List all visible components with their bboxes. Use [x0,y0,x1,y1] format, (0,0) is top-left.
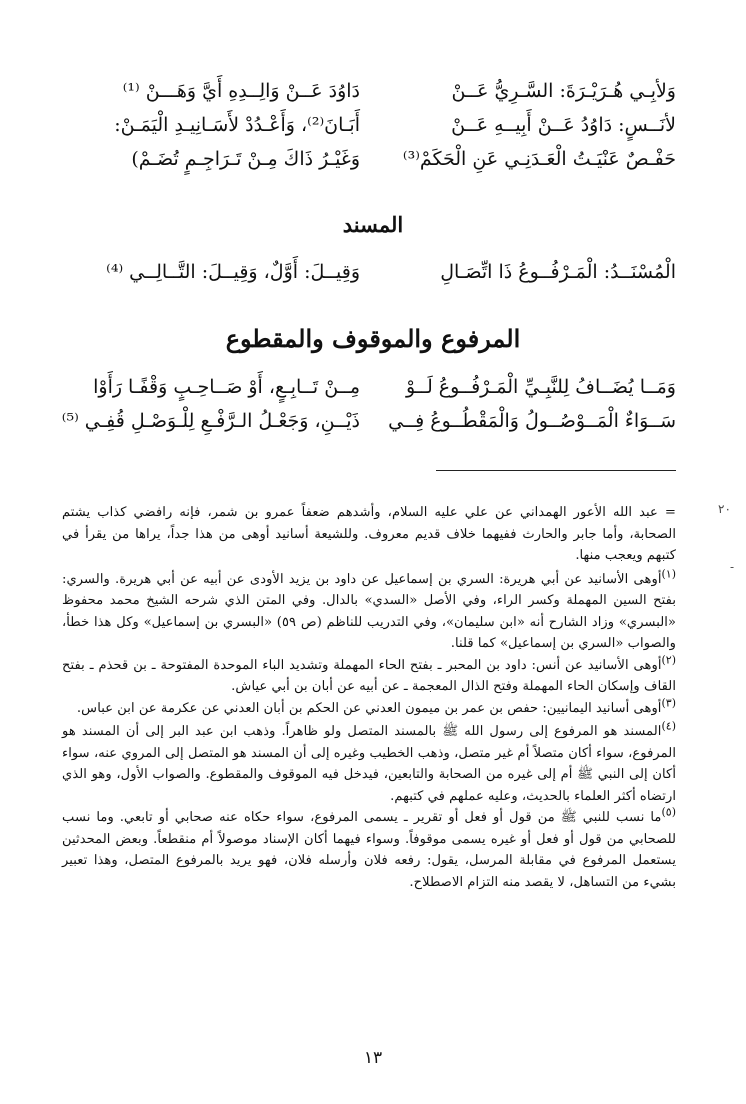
verse-line [70,142,676,176]
verse-line [70,370,676,404]
poem-top [70,74,676,176]
section-heading-musnad: المسند [342,212,404,237]
verse-second-hemistich: مِــنْ تَــابِـعٍ، أَوْ صَــاحِـبٍ وَقْفًـا رَأَوْا [93,376,360,398]
poem-marfu [61,370,676,438]
verse-first-hemistich: لأنَــسٍ: دَاوُدُ عَــنْ أَبِيــهِ عَــنْ [451,114,676,136]
poem-musnad [70,255,676,289]
verse-first-hemistich: وَمَــا يُضَــافُ لِلنَّبِـيِّ الْمَـرْفُــوعُ لَــوْ [406,376,676,398]
section-heading-marfu: المرفوع والموقوف والمقطوع [225,324,521,353]
footnote-text: أوهى الأسانيد عن أبي هريرة: السري بن إسماعيل عن داود بن يزيد الأودى عن أبيه عن أبي هريرة. والسري: بفتح السين المهملة وكسر الراء، وفي الأصل «السدي» بالدال. وفي المتن الذي شرحه الشيخ محمد محفوظ «البسري» وزاد الشارح أنه «ابن سليمان»، وفي التدريب للناظم (ص ٥٩) «البسري بن إسماعيل» وكل هذا خطأ، والصواب «السري بن إسماعيل» كما قلنا. [62,571,676,651]
verse-first-hemistich: حَفْـصٌ عَنْيَـتُ الْعَـدَنِـي عَنِ الْحَكَمْ⁽³⁾ [402,148,676,170]
margin-mark: ٢٠ [718,502,731,516]
verse-second-hemistich: ذَيْــنِ، وَجَعْـلُ الـرَّفْـعِ لِلْـوَصْـلِ قُفِـي ⁽⁵⁾ [61,410,360,432]
verse-line [70,255,676,289]
verse-first-hemistich: الْمُسْنَــدُ: الْمَـرْفُــوعُ ذَا اتِّصَـالِ [440,261,676,283]
verse-line [70,74,676,108]
verse-first-hemistich: سَــوَاءٌ الْمَــوْصُــولُ وَالْمَقْطُــوعُ فِــي [388,410,676,432]
footnote [62,655,676,698]
footnote-number: (٢) [661,653,676,667]
footnote [62,721,676,807]
footnotes [62,502,676,893]
footnote-text: عبد الله الأعور الهمداني عن علي عليه السلام، وأشدهم ضعفاً عمرو بن شمر، فإنه رافضي كذاب يشتم الصحابة، وأما جابر والحارث ففيهما خلاف قديم معروف. وللشيعة أسانيد أوهى من هذا جداً، يراها من يقرأ في كتبهم ويعجب منها. [62,505,676,563]
verse-line [61,404,676,438]
footnote-marker: = [664,505,676,520]
verse-line [70,108,676,142]
footnote [62,698,676,720]
footnote [62,807,676,893]
verse-second-hemistich: دَاوُدَ عَــنْ وَالِــدِهِ أَيَّ وَهَـــنْ ⁽¹⁾ [122,80,360,102]
verse-second-hemistich: وَقِيــلَ: أَوَّلٌ، وَقِيــلَ: التَّــالِــي ⁽⁴⁾ [106,261,360,283]
footnote-separator [436,470,676,471]
footnote-number: (٤) [661,719,676,733]
margin-mark: - [730,560,735,574]
verse-second-hemistich: وَغَيْـرُ ذَاكَ مِـنْ تَـرَاجِـمٍ تُضَـمْ) [131,148,360,170]
footnote-number: (٣) [661,696,676,710]
footnote-text: المسند هو المرفوع إلى رسول الله ﷺ بالمسند المتصل ولو ظاهراً. وذهب ابن عبد البر إلى أن المسند هو المرفوع، سواء أكان متصلاً أم غير متصل، وذهب الخطيب وغيره إلى أن المسند هو المتصل إلى المروي عنه، سواء أكان إلى النبي ﷺ أم إلى غيره من الصحابة والتابعين، فيدخل فيه الموقوف والمقطوع. والصواب الأول، وهو الذي ارتضاه أكثر العلماء بالحديث، وعليه عملهم في كتبهم. [62,724,676,804]
footnote-text: ما نسب للنبي ﷺ من قول أو فعل أو تقرير ـ يسمى المرفوع، سواء حكاه عنه صحابي أو تابعي. وما نسب للصحابي من قول أو فعل أو غيره يسمى موقوفاً. وسواء فيهما أكان الإسناد موصولاً أم منقطعاً. وبعض المحدثين يستعمل المرفوع في مقابلة المرسل، يقول: رفعه فلان وأرسله فلان، فهو يريد بالمرفوع المتصل، وهذا تعبير بشيء من التساهل، لا يقصد منه التزام الاصطلاح. [62,810,676,890]
footnote-text: أوهى الأسانيد عن أنس: داود بن المحبر ـ بفتح الحاء المهملة وتشديد الباء الموحدة المفتوحة ـ بن قحذم ـ بفتح القاف وإسكان الحاء المهملة وفتح الذال المعجمة ـ عن أبيه عن أبان بن أبي عياش. [62,657,676,694]
page-number: ١٣ [363,1048,383,1068]
footnote-number: (١) [661,567,676,581]
footnote-text: أوهى أسانيد اليمانيين: حفص بن عمر بن ميمون العدني عن الحكم بن أبان العدني عن عكرمة عن ابن عباس. [76,700,662,716]
verse-first-hemistich: وَلأبِـي هُـرَيْـرَةَ: السَّـرِيُّ عَــنْ [451,80,676,102]
verse-second-hemistich: أَبَـانَ⁽²⁾، وَأَعْـدُدْ لأَسَـانِيـدِ الْيَمَـنْ: [114,114,360,136]
footnote [62,502,676,567]
footnote [62,569,676,655]
footnote-number: (٥) [661,805,676,819]
